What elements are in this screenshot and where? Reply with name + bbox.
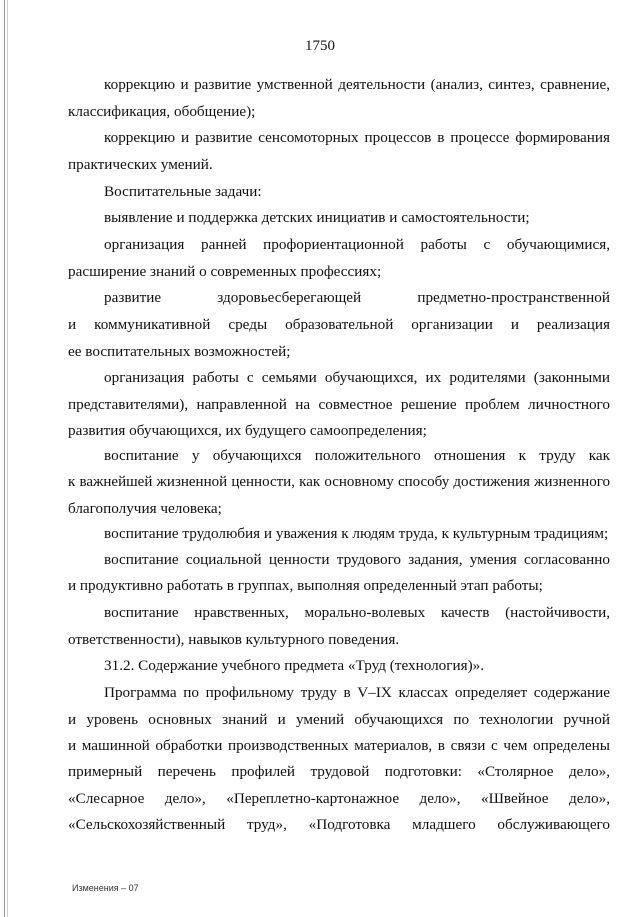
text-line: классификация, обобщение); <box>68 103 256 120</box>
text-line: примерный перечень профилей трудовой подготовки: «Столярное дело», <box>68 763 610 780</box>
text-line: «Сельскохозяйственный труд», «Подготовка младшего обслуживающего <box>68 816 610 833</box>
text-line: к важнейшей жизненной ценности, как основному способу достижения жизненного <box>68 474 610 490</box>
text-line: Программа по профильному труду в V–IX классах определяет содержание <box>104 684 610 701</box>
text-line: воспитание трудолюбия и уважения к людям труда, к культурным традициям; <box>104 525 609 542</box>
text-line: «Слесарное дело», «Переплетно-картонажное дело», «Швейное дело», <box>68 790 610 807</box>
scan-edge-line-inner <box>7 0 8 917</box>
footer-revision-note: Изменения – 07 <box>72 883 139 893</box>
text-line: практических умений. <box>68 156 213 173</box>
text-line: воспитание нравственных, морально-волевых качеств (настойчивости, <box>104 604 610 621</box>
text-line: коррекцию и развитие умственной деятельности (анализ, синтез, сравнение, <box>104 76 610 93</box>
text-line: и коммуникативной среды образовательной организации и реализация <box>68 316 610 333</box>
text-line: организация работы с семьями обучающихся, их родителями (законными <box>104 369 610 386</box>
text-line: организация ранней профориентационной работы с обучающимися, <box>104 236 610 253</box>
text-line: ответственности), навыков культурного поведения. <box>68 631 400 648</box>
text-line: представителями), направленной на совместное решение проблем личностного <box>68 396 610 413</box>
text-line: и продуктивно работать в группах, выполняя определенный этап работы; <box>68 577 543 594</box>
text-line: развития обучающихся, их будущего самоопределения; <box>68 422 427 439</box>
text-line: благополучия человека; <box>68 500 222 517</box>
section-heading: Воспитательные задачи: <box>104 183 262 200</box>
text-line: выявление и поддержка детских инициатив и самостоятельности; <box>104 209 530 226</box>
text-line: развитие здоровьесберегающей предметно-пространственной <box>104 289 610 306</box>
text-line: расширение знаний о современных профессиях; <box>68 263 382 280</box>
text-line: воспитание у обучающихся положительного отношения к труду как <box>104 447 610 464</box>
section-heading: 31.2. Содержание учебного предмета «Труд (технология)». <box>104 657 485 674</box>
text-line: и машинной обработки производственных материалов, в связи с чем определены <box>68 737 610 754</box>
text-line: ее воспитательных возможностей; <box>68 343 291 360</box>
page-number: 1750 <box>305 38 335 54</box>
text-line: воспитание социальной ценности трудового задания, умения согласованно <box>104 551 610 568</box>
text-line: коррекцию и развитие сенсомоторных процессов в процессе формирования <box>104 129 610 146</box>
scan-edge-line <box>4 0 5 917</box>
text-line: и уровень основных знаний и умений обучающихся по технологии ручной <box>68 711 610 728</box>
